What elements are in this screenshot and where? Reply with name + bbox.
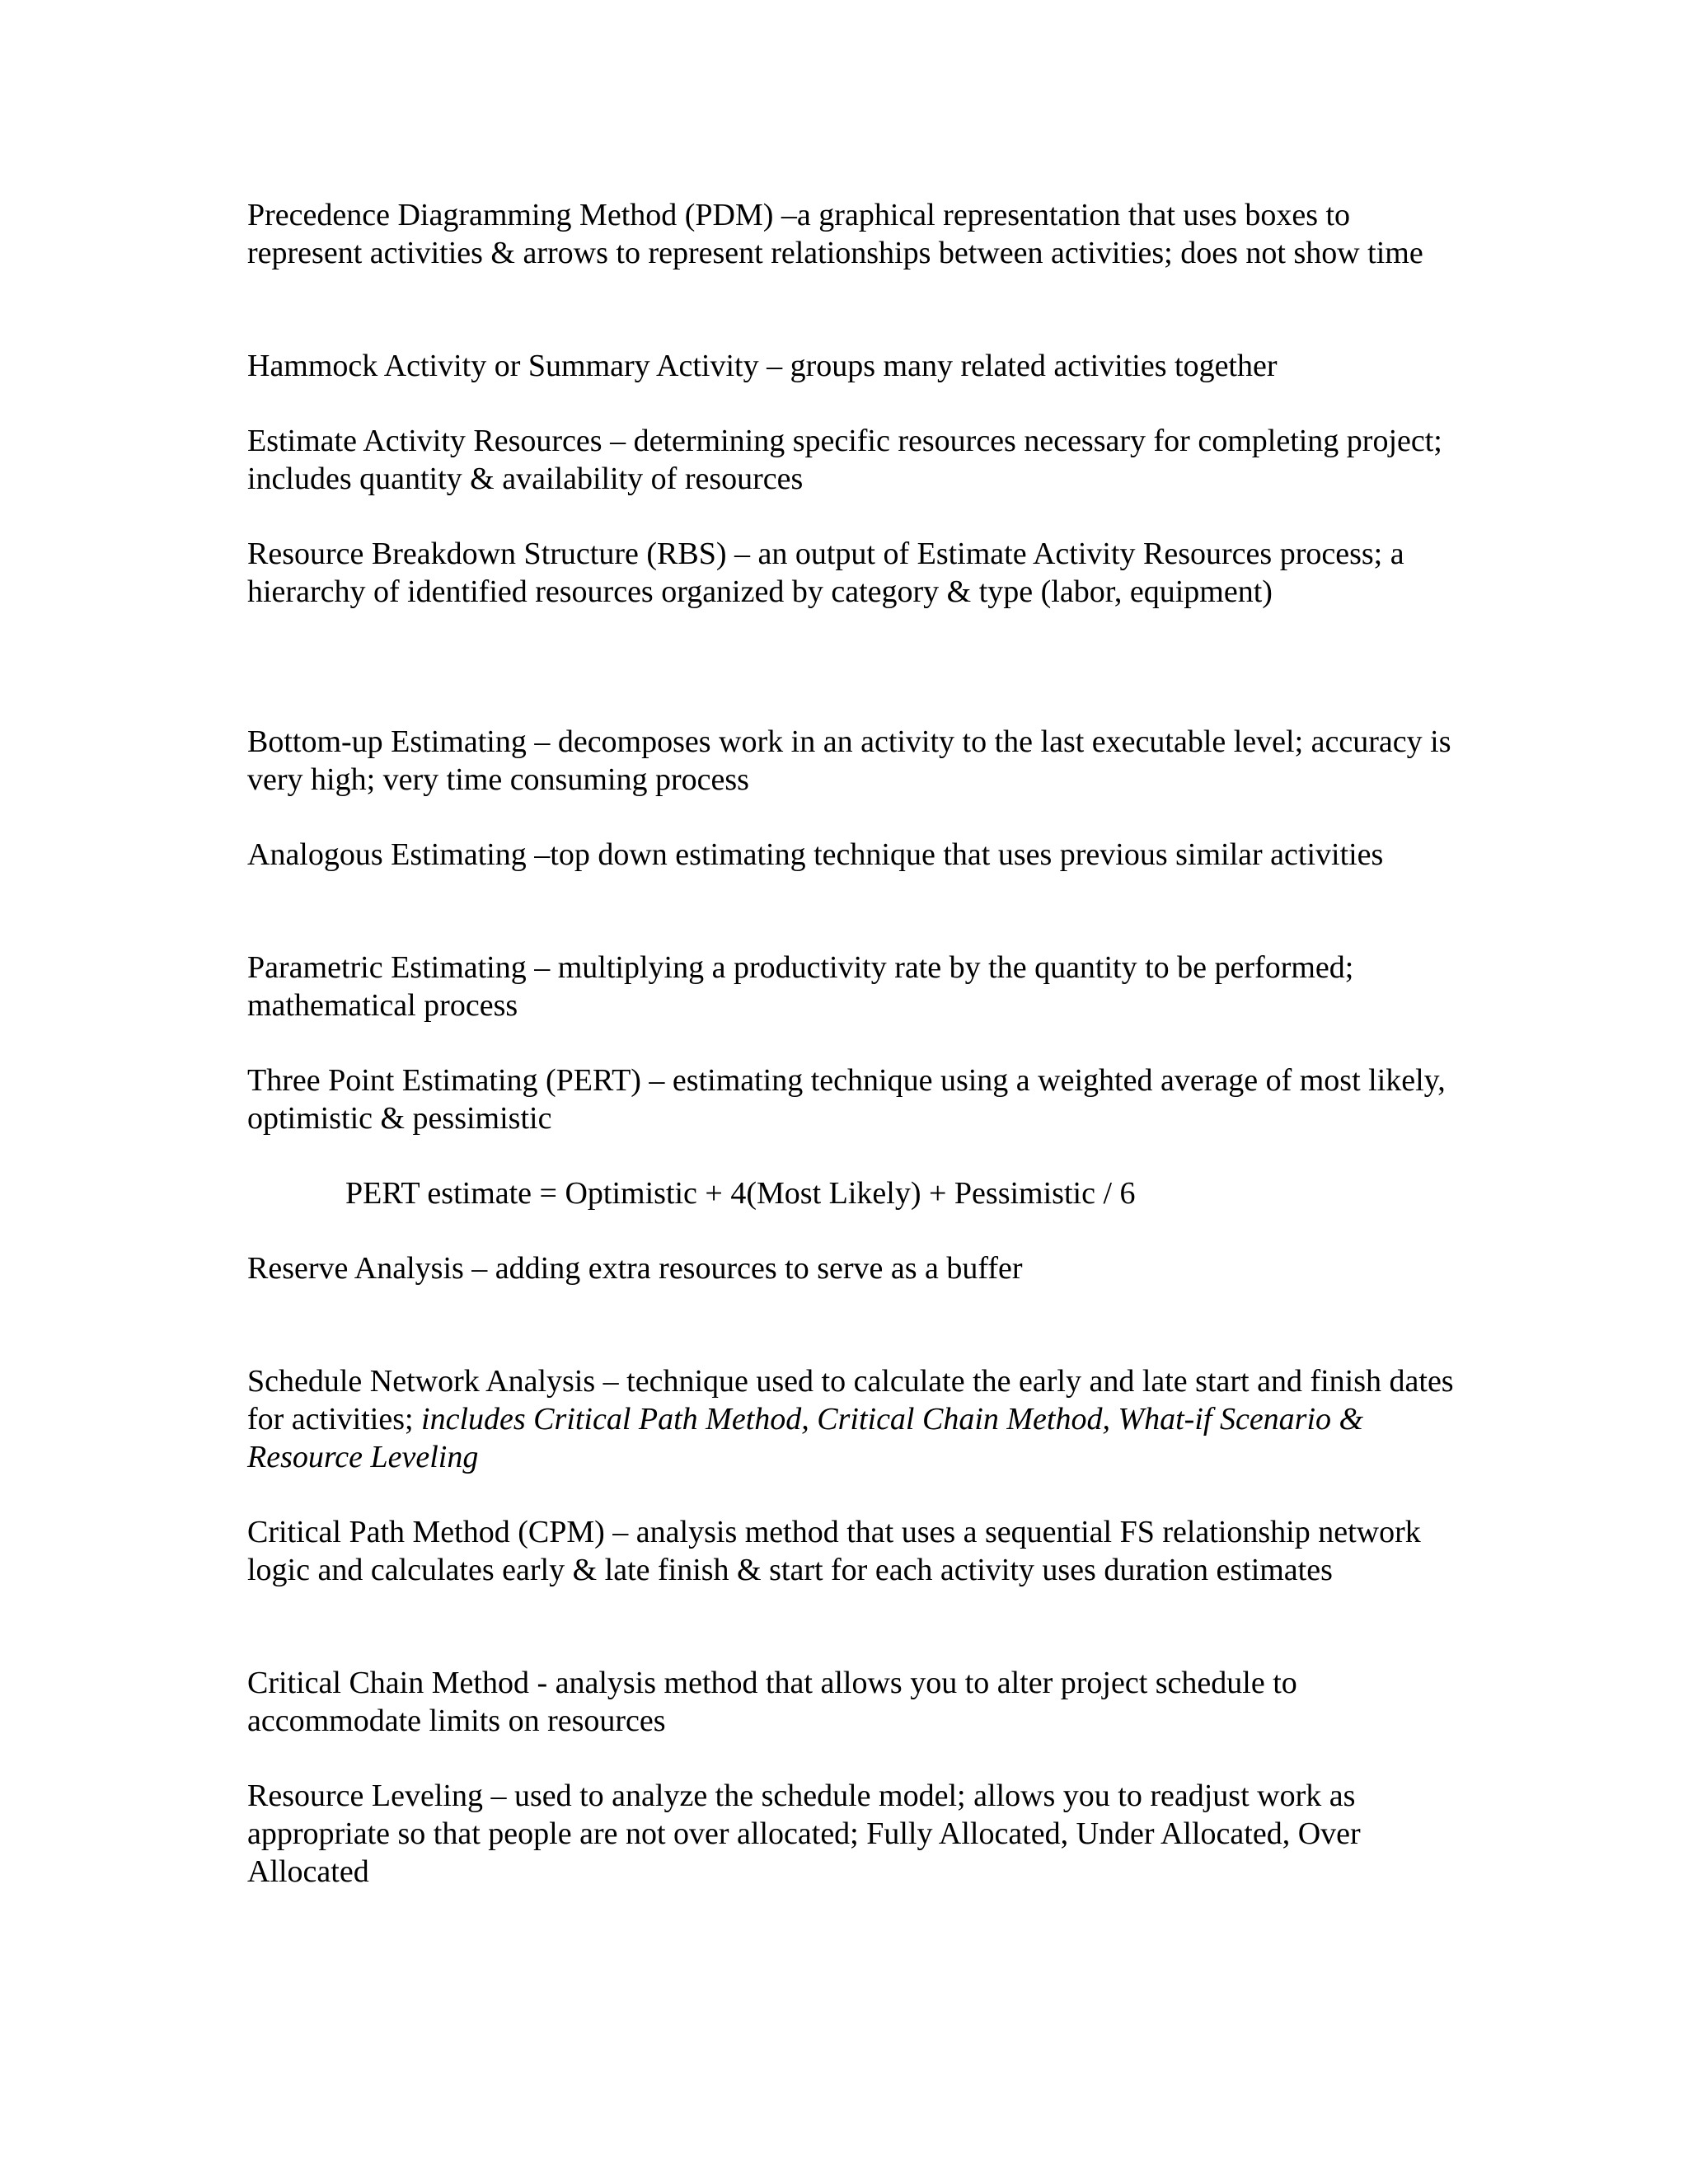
schedule-network-analysis-text: Schedule Network Analysis – technique used to calculate the early and late start and finish dates for activities; (247, 1364, 1454, 1436)
definition-pdm: Precedence Diagramming Method (PDM) –a graphical representation that uses boxes to represent activities & arrows to represent relationships between activities; does not show time (247, 198, 1423, 270)
schedule-network-analysis-italic-text: includes Critical Path Method, Critical Chain Method, What-if Scenario & Resource Leveling (247, 1402, 1364, 1474)
definition-rbs: Resource Breakdown Structure (RBS) – an output of Estimate Activity Resources process; a hierarchy of identified resources organized by category & type (labor, equipment) (247, 537, 1404, 609)
definition-estimate-activity-resources: Estimate Activity Resources – determining specific resources necessary for completing project; includes quantity & availability of resources (247, 424, 1442, 496)
definition-bottom-up-estimating: Bottom-up Estimating – decomposes work in an activity to the last executable level; accuracy is very high; very time consuming process (247, 724, 1451, 797)
definition-schedule-network-analysis (247, 1362, 1467, 1476)
definition-resource-leveling: Resource Leveling – used to analyze the schedule model; allows you to readjust work as appropriate so that people are not over allocated; Fully Allocated, Under Allocated, Over Allocated (247, 1779, 1361, 1889)
definition-hammock-activity: Hammock Activity or Summary Activity – groups many related activities together (247, 349, 1278, 383)
definition-three-point-estimating: Three Point Estimating (PERT) – estimating technique using a weighted average of most likely, optimistic & pessimistic (247, 1063, 1446, 1136)
definition-analogous-estimating: Analogous Estimating –top down estimating technique that uses previous similar activities (247, 837, 1384, 872)
definition-critical-chain-method: Critical Chain Method - analysis method that allows you to alter project schedule to accommodate limits on resources (247, 1666, 1297, 1738)
definition-cpm: Critical Path Method (CPM) – analysis method that uses a sequential FS relationship network logic and calculates early & late finish & start for each activity uses duration estimates (247, 1515, 1421, 1587)
pert-formula: PERT estimate = Optimistic + 4(Most Likely) + Pessimistic / 6 (345, 1176, 1136, 1211)
definition-parametric-estimating: Parametric Estimating – multiplying a productivity rate by the quantity to be performed; mathematical process (247, 950, 1354, 1023)
definition-reserve-analysis: Reserve Analysis – adding extra resources to serve as a buffer (247, 1251, 1023, 1286)
